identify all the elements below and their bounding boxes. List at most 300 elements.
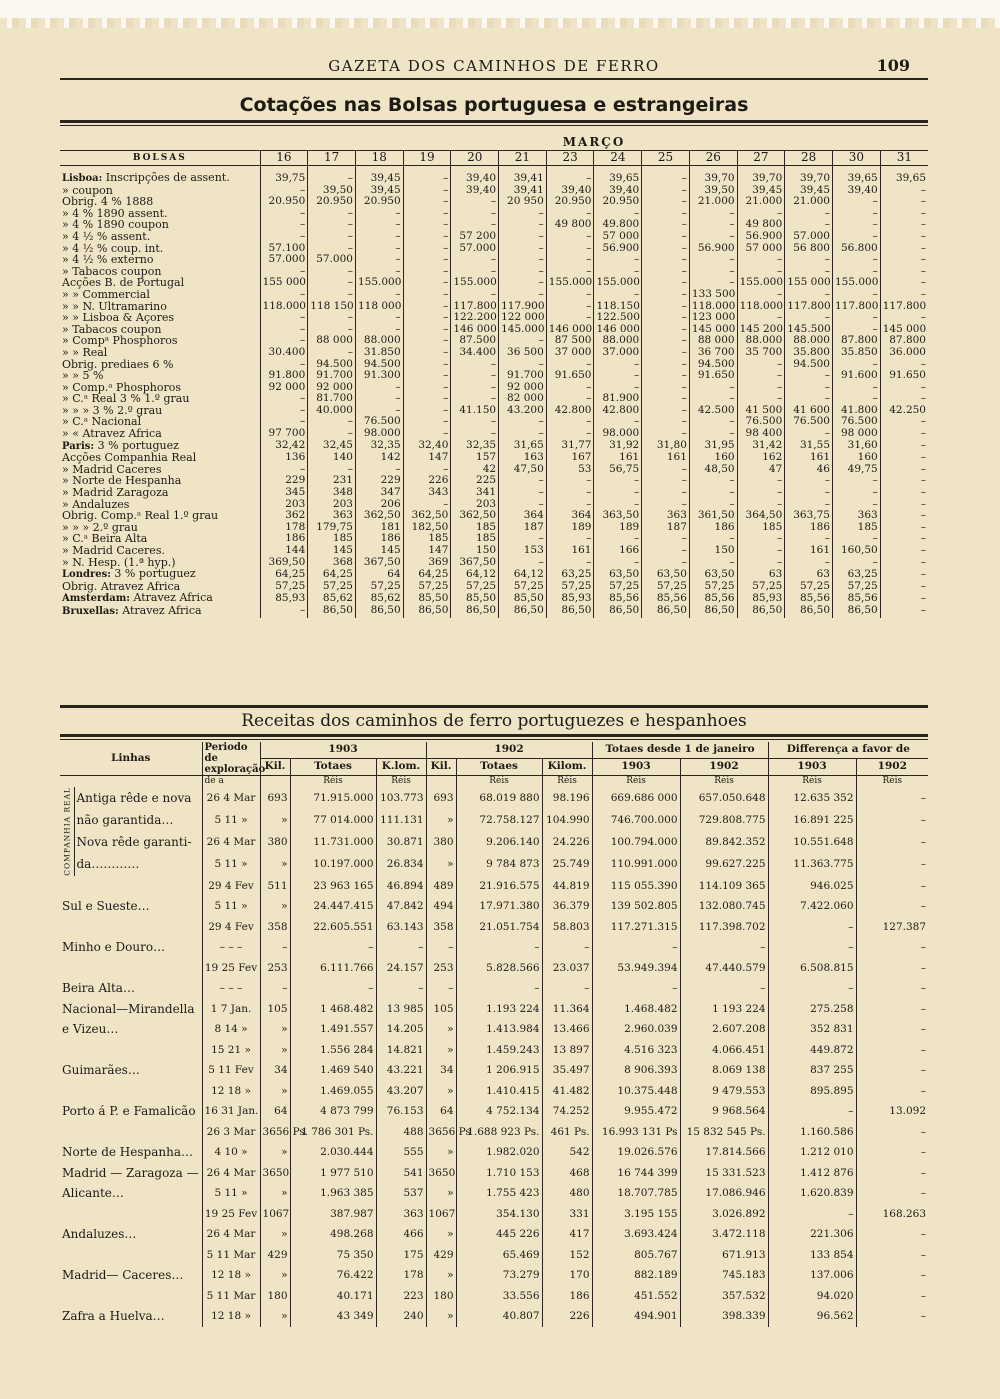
quote-city: Paris: — [62, 440, 95, 452]
receipt-value-km03: 14.821 — [376, 1040, 426, 1061]
receipt-value-kil: 1067 — [260, 1204, 290, 1225]
quote-value: 363,50 — [594, 510, 642, 522]
quote-value: 145.500 — [785, 324, 833, 336]
quote-value: 181 — [355, 522, 403, 534]
quote-value: – — [880, 605, 928, 618]
quote-value: 155.000 — [833, 277, 881, 289]
day-header: 20 — [451, 151, 499, 166]
receipt-value-c03: 10.375.448 — [592, 1081, 680, 1102]
receipt-value-tot03: 1 977 510 — [290, 1163, 376, 1184]
quote-value: – — [833, 393, 881, 405]
receipt-period: 26 4 Mar — [202, 1224, 260, 1245]
quote-value: – — [880, 568, 928, 581]
quote-value: – — [689, 428, 737, 440]
quote-value: – — [880, 510, 928, 522]
receipt-value-d02: – — [856, 1265, 928, 1286]
quote-value: – — [355, 393, 403, 405]
receipt-value-km03: 103.773 — [376, 787, 426, 809]
receipt-value-km03: 76.153 — [376, 1101, 426, 1122]
quote-value: 145 — [355, 545, 403, 557]
quote-value: 57.000 — [260, 254, 308, 266]
receipt-value-km02: 542 — [542, 1142, 592, 1163]
quote-value: 53 — [546, 464, 594, 476]
receipt-line: e Vizeu… — [62, 1022, 119, 1037]
receipt-value-c03: 16.993 131 Ps — [592, 1122, 680, 1143]
unit-reis-1: Réis — [290, 776, 376, 788]
receipt-value-c02: 9 968.564 — [680, 1101, 768, 1122]
quote-value: 57,25 — [737, 581, 785, 593]
quote-value: – — [308, 243, 356, 255]
quote-value: – — [880, 196, 928, 208]
col-cum-1902: 1902 — [680, 759, 768, 776]
receipt-row — [60, 1265, 928, 1286]
quote-value: – — [737, 266, 785, 278]
quote-value: 31,65 — [499, 440, 547, 453]
quote-row — [60, 605, 928, 618]
receipt-value-km03: 46.894 — [376, 876, 426, 897]
quote-value: 182,50 — [403, 522, 451, 534]
quote-value: 155 000 — [785, 277, 833, 289]
quote-row — [60, 347, 928, 359]
receipt-value-c02: 2.607.208 — [680, 1019, 768, 1040]
receipt-value-d02: – — [856, 1142, 928, 1163]
quote-value: 185 — [737, 522, 785, 534]
quote-value: – — [642, 393, 690, 405]
quote-value: – — [499, 475, 547, 487]
receipt-value-km02: 35.497 — [542, 1060, 592, 1081]
quote-value: 42.250 — [880, 405, 928, 417]
quote-label-text: » 4 ½ % coup. int. — [62, 241, 164, 255]
quote-label-text: » Compᵃ Phosphoros — [62, 334, 178, 348]
quote-value: – — [355, 208, 403, 220]
quote-value: 91.650 — [880, 370, 928, 382]
receipt-row — [60, 1183, 928, 1204]
quote-value: – — [451, 416, 499, 428]
quote-value: 76.500 — [785, 416, 833, 428]
quote-value: 98.000 — [594, 428, 642, 440]
receipt-value-km03: 43.207 — [376, 1081, 426, 1102]
quote-value: 32,35 — [451, 440, 499, 453]
quote-value: 88.000 — [355, 335, 403, 347]
receipt-row — [60, 978, 928, 999]
col-dif-1902: 1902 — [856, 759, 928, 776]
quote-value: – — [642, 185, 690, 197]
receipt-value-d02: – — [856, 1183, 928, 1204]
receipt-value-d02: 127.387 — [856, 917, 928, 938]
quote-row — [60, 568, 928, 581]
receipt-value-tot03: – — [290, 937, 376, 958]
receipt-value-tot02: 33.556 — [456, 1286, 542, 1307]
receipt-value-kil: » — [260, 1040, 290, 1061]
quote-value: – — [785, 557, 833, 569]
receipt-row — [60, 1224, 928, 1245]
quote-value: 31,60 — [833, 440, 881, 453]
receipt-value-km02: 417 — [542, 1224, 592, 1245]
quote-value: – — [308, 464, 356, 476]
quote-label-text: » « Atravez Africa — [62, 427, 162, 441]
quote-value: – — [546, 499, 594, 511]
quote-value: 41 600 — [785, 405, 833, 417]
quote-value: 86,50 — [355, 605, 403, 618]
receipt-value-kil02: » — [426, 1040, 456, 1061]
day-header: 16 — [260, 151, 308, 166]
quote-value: 162 — [737, 452, 785, 464]
receipt-value-km02: 152 — [542, 1245, 592, 1266]
receipt-line — [60, 917, 202, 938]
receipt-value-kil02: 253 — [426, 958, 456, 979]
quote-value: 94.500 — [308, 359, 356, 371]
receipt-row — [60, 787, 928, 809]
quote-value: – — [260, 266, 308, 278]
receipt-line: Nova rêde garanti- — [76, 835, 192, 850]
quote-value: 155.000 — [594, 277, 642, 289]
quote-value: 20.950 — [594, 196, 642, 208]
quote-value: – — [308, 324, 356, 336]
receipt-value-km02: – — [542, 937, 592, 958]
quote-label-text: » 4 ½ % assent. — [62, 229, 151, 243]
receipt-value-kil02: » — [426, 809, 456, 831]
quote-value: – — [403, 185, 451, 197]
quote-value: – — [642, 416, 690, 428]
quote-value: – — [546, 301, 594, 313]
receipt-value-kil02: » — [426, 1306, 456, 1327]
quote-value: 226 — [403, 475, 451, 487]
receipt-value-c03: 2.960.039 — [592, 1019, 680, 1040]
quote-value: – — [260, 416, 308, 428]
receipt-period: 29 4 Fev — [202, 876, 260, 897]
receipt-value-kil: 34 — [260, 1060, 290, 1081]
quote-value: 63,25 — [546, 568, 594, 581]
quote-value: 42.800 — [594, 405, 642, 417]
receipt-value-tot03: 1.556 284 — [290, 1040, 376, 1061]
quote-value: 81.700 — [308, 393, 356, 405]
receipt-value-tot02: 65.469 — [456, 1245, 542, 1266]
quote-row — [60, 254, 928, 266]
quote-value: – — [546, 208, 594, 220]
receipt-value-d02: – — [856, 958, 928, 979]
quote-value: – — [355, 254, 403, 266]
quote-value: 82 000 — [499, 393, 547, 405]
quote-value: 37.000 — [594, 347, 642, 359]
quote-value: – — [833, 219, 881, 231]
receipt-value-c03: 117.271.315 — [592, 917, 680, 938]
quote-value: – — [308, 416, 356, 428]
receipt-value-d02: – — [856, 896, 928, 917]
quote-value: 57.000 — [451, 243, 499, 255]
receipt-value-tot02: 1.193 224 — [456, 999, 542, 1020]
receipt-value-km03: 14.205 — [376, 1019, 426, 1040]
quote-value: 91.700 — [308, 370, 356, 382]
quote-value: – — [260, 185, 308, 197]
receipt-value-tot03: 1.491.557 — [290, 1019, 376, 1040]
quote-value: 56.900 — [594, 243, 642, 255]
quote-value: – — [546, 475, 594, 487]
receipt-line: não garantida… — [76, 812, 174, 827]
quote-value: – — [451, 382, 499, 394]
quote-value: – — [403, 335, 451, 347]
quote-value: – — [403, 428, 451, 440]
quote-value: 39,65 — [880, 166, 928, 185]
receipt-line — [60, 1245, 202, 1266]
quote-value: 186 — [355, 533, 403, 545]
quotes-title: Cotações nas Bolsas portuguesa e estrangeiras — [239, 94, 749, 116]
quote-value: 31,80 — [642, 440, 690, 453]
quote-value: – — [546, 487, 594, 499]
quote-value: 369 — [403, 557, 451, 569]
receipts-head-row-1 — [60, 742, 928, 759]
receipt-value-kil: 105 — [260, 999, 290, 1020]
unit-de-a — [202, 776, 260, 788]
quote-value: – — [833, 266, 881, 278]
quote-value: 136 — [260, 452, 308, 464]
receipt-value-kil02: 34 — [426, 1060, 456, 1081]
quote-value: – — [499, 557, 547, 569]
quote-value: 41.800 — [833, 405, 881, 417]
quote-value: 63 — [785, 568, 833, 581]
quote-value: – — [833, 312, 881, 324]
quote-value: 87 500 — [546, 335, 594, 347]
receipt-value-d03: 7.422.060 — [768, 896, 856, 917]
quote-value: 145 200 — [737, 324, 785, 336]
companhia-real-label: COMPANHIA REAL — [60, 787, 74, 876]
quote-value: 347 — [355, 487, 403, 499]
receipt-value-km02: 74.252 — [542, 1101, 592, 1122]
quote-value: – — [642, 370, 690, 382]
quote-value: 146 000 — [594, 324, 642, 336]
quote-value: – — [785, 382, 833, 394]
quote-value: 157 — [451, 452, 499, 464]
quote-value: 85,56 — [594, 592, 642, 605]
quotes-month-row — [60, 136, 928, 151]
receipt-value-tot02: 17.971.380 — [456, 896, 542, 917]
receipt-value-tot02: – — [456, 937, 542, 958]
quotes-table — [60, 136, 928, 618]
quote-value: – — [355, 464, 403, 476]
quote-value: – — [880, 254, 928, 266]
unit-de: de — [204, 776, 216, 786]
quote-value: 49.800 — [594, 219, 642, 231]
quote-value: – — [642, 359, 690, 371]
quote-value: 155.000 — [546, 277, 594, 289]
quote-value: 32,45 — [308, 440, 356, 453]
receipt-row — [60, 1122, 928, 1143]
quote-label-text: » » N. Ultramarino — [62, 299, 167, 313]
quote-value: – — [642, 545, 690, 557]
receipt-line — [60, 1286, 202, 1307]
quote-value: – — [689, 277, 737, 289]
receipt-value-tot03: 77 014.000 — [290, 809, 376, 831]
receipt-value-d03: – — [768, 1101, 856, 1122]
quote-value: – — [594, 487, 642, 499]
quote-label-text: » Tabacos coupon — [62, 322, 162, 336]
quote-value: – — [403, 359, 451, 371]
quote-value: – — [594, 475, 642, 487]
receipt-value-tot03: 10.197.000 — [290, 854, 376, 876]
quote-value: – — [880, 452, 928, 464]
receipt-value-c03: 451.552 — [592, 1286, 680, 1307]
quote-value: 20.950 — [308, 196, 356, 208]
receipt-value-tot02: 21.916.575 — [456, 876, 542, 897]
quote-value: 85,50 — [451, 592, 499, 605]
receipt-value-d02: – — [856, 1306, 928, 1327]
quote-value: 20.950 — [546, 196, 594, 208]
torn-edge — [0, 0, 1000, 22]
quote-value: – — [642, 347, 690, 359]
quote-label-text: Obrig. Comp.ᵃ Real 1.º grau — [62, 509, 219, 523]
quote-row — [60, 545, 928, 557]
quote-value: 362,50 — [355, 510, 403, 522]
quote-value: – — [737, 254, 785, 266]
quote-value: – — [308, 231, 356, 243]
quote-value: 341 — [451, 487, 499, 499]
quote-value: – — [260, 393, 308, 405]
day-header: 26 — [689, 151, 737, 166]
receipt-value-tot02: 445 226 — [456, 1224, 542, 1245]
quote-value: – — [403, 312, 451, 324]
receipt-value-c02: 357.532 — [680, 1286, 768, 1307]
receipt-row — [60, 1204, 928, 1225]
quote-value: – — [403, 208, 451, 220]
quote-value: – — [689, 557, 737, 569]
receipt-value-km03: 223 — [376, 1286, 426, 1307]
receipt-value-kil: 180 — [260, 1286, 290, 1307]
receipt-value-kil: » — [260, 1081, 290, 1102]
receipt-line: Zafra a Huelva… — [62, 1309, 165, 1324]
quote-value: – — [546, 289, 594, 301]
receipt-value-c02: 132.080.745 — [680, 896, 768, 917]
quote-value: – — [642, 499, 690, 511]
receipt-row — [60, 832, 928, 854]
quote-value: 118 150 — [308, 301, 356, 313]
quote-value: 85,50 — [499, 592, 547, 605]
quote-value: 88 000 — [689, 335, 737, 347]
receipt-value-c03: 8 906.393 — [592, 1060, 680, 1081]
quote-value: – — [499, 416, 547, 428]
day-header: 23 — [546, 151, 594, 166]
receipt-value-c02: 15 331.523 — [680, 1163, 768, 1184]
quote-value: 36 700 — [689, 347, 737, 359]
quote-value: 31,55 — [785, 440, 833, 453]
quote-value: 76.500 — [355, 416, 403, 428]
quote-value: 31,42 — [737, 440, 785, 453]
quote-value: – — [403, 382, 451, 394]
quote-value: 86,50 — [403, 605, 451, 618]
quote-value: 85,62 — [308, 592, 356, 605]
receipt-value-kil02: » — [426, 1224, 456, 1245]
receipt-value-d03: 837 255 — [768, 1060, 856, 1081]
receipt-value-tot02: 1.459.243 — [456, 1040, 542, 1061]
quote-value: – — [737, 475, 785, 487]
unit-reis-2: Réis — [376, 776, 426, 788]
quote-value: 345 — [260, 487, 308, 499]
receipt-value-d02: – — [856, 1019, 928, 1040]
quote-label-text: » 4 ½ % externo — [62, 253, 154, 267]
quote-value: 363 — [642, 510, 690, 522]
receipt-period: 5 11 Mar — [202, 1245, 260, 1266]
receipt-row — [60, 1060, 928, 1081]
quote-value: 57,25 — [451, 581, 499, 593]
receipt-value-tot02: 72.758.127 — [456, 809, 542, 831]
receipt-value-c02: 3.472.118 — [680, 1224, 768, 1245]
quote-value: – — [880, 208, 928, 220]
quote-value: 39,45 — [355, 166, 403, 185]
receipt-value-km03: 43.221 — [376, 1060, 426, 1081]
quote-value: – — [499, 487, 547, 499]
quote-value: 21.000 — [689, 196, 737, 208]
receipt-value-kil02: – — [426, 978, 456, 999]
quote-value: 145 000 — [880, 324, 928, 336]
quote-value: 63,25 — [833, 568, 881, 581]
quote-value: – — [880, 533, 928, 545]
journal-title: GAZETA DOS CAMINHOS DE FERRO — [328, 57, 660, 75]
quote-value: 35.800 — [785, 347, 833, 359]
quote-value: 57,25 — [355, 581, 403, 593]
receipt-value-d02: 13.092 — [856, 1101, 928, 1122]
quote-value: – — [355, 382, 403, 394]
receipt-row — [60, 854, 928, 876]
quote-value: 144 — [260, 545, 308, 557]
quote-value: – — [642, 533, 690, 545]
quote-value: – — [546, 266, 594, 278]
receipt-value-tot03: 4 873 799 — [290, 1101, 376, 1122]
quote-value: – — [880, 475, 928, 487]
quote-value: 56.900 — [737, 231, 785, 243]
quote-label-text: » » » 3 % 2.º grau — [62, 403, 163, 417]
quote-value: – — [833, 533, 881, 545]
receipt-value-km02: 331 — [542, 1204, 592, 1225]
receipt-value-c03: 139 502.805 — [592, 896, 680, 917]
quote-value: 118.150 — [594, 301, 642, 313]
quote-value: 85,56 — [785, 592, 833, 605]
quote-value: 364 — [499, 510, 547, 522]
quote-value: – — [880, 592, 928, 605]
receipt-value-km02: 468 — [542, 1163, 592, 1184]
receipt-value-tot02: 21.051.754 — [456, 917, 542, 938]
quote-value: 36 500 — [499, 347, 547, 359]
quote-value: – — [308, 347, 356, 359]
receipts-top-rule-thin — [60, 739, 928, 740]
quote-label-text: » Madrid Zaragoza — [62, 486, 169, 500]
quote-value: 34.400 — [451, 347, 499, 359]
receipt-value-kil02: – — [426, 937, 456, 958]
quote-value: 57.000 — [308, 254, 356, 266]
quote-value: – — [403, 266, 451, 278]
receipt-value-km03: 63.143 — [376, 917, 426, 938]
quote-value: – — [642, 289, 690, 301]
quote-value: 39,70 — [737, 166, 785, 185]
quote-value: 363 — [308, 510, 356, 522]
receipt-value-km03: 26.834 — [376, 854, 426, 876]
quote-label — [60, 166, 260, 185]
receipt-value-c02: 398.339 — [680, 1306, 768, 1327]
quote-value: – — [546, 416, 594, 428]
quote-value: – — [689, 487, 737, 499]
receipt-row — [60, 1040, 928, 1061]
quote-value: – — [403, 277, 451, 289]
quote-value: 185 — [308, 533, 356, 545]
quote-value: – — [355, 312, 403, 324]
quotes-body — [60, 166, 928, 618]
quote-value: 91.600 — [833, 370, 881, 382]
quote-value: 39,40 — [594, 185, 642, 197]
receipt-value-km03: 13 985 — [376, 999, 426, 1020]
quote-value: 64,25 — [403, 568, 451, 581]
receipt-value-d02: – — [856, 809, 928, 831]
quote-value: 150 — [451, 545, 499, 557]
quote-value: 86,50 — [833, 605, 881, 618]
quote-value: 20.950 — [260, 196, 308, 208]
quote-value: 206 — [355, 499, 403, 511]
